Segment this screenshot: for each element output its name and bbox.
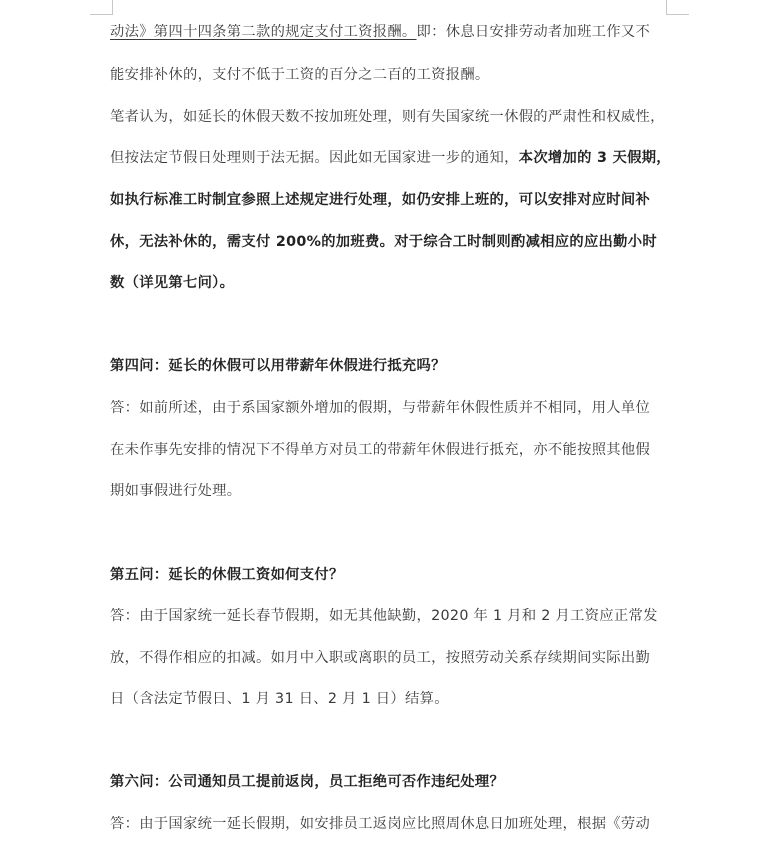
answer-line: 日（含法定节假日、1 月 31 日、2 月 1 日）结算。 <box>110 691 449 707</box>
answer-line: 期如事假进行处理。 <box>110 483 242 499</box>
answer-line: 答：由于国家统一延长春节假期，如无其他缺勤，2020 年 1 月和 2 月工资应正常发 <box>110 608 658 624</box>
answer-line: 放，不得作相应的扣减。如月中入职或离职的员工，按照劳动关系存续期间实际出勤 <box>110 650 651 666</box>
underlined-text: 动法》第四十四条第二款的规定支付工资报酬。 <box>110 24 417 40</box>
bold-paragraph-line: 休，无法补休的，需支付 200%的加班费。对于综合工时制则酌减相应的应出勤小时 <box>110 234 657 250</box>
page-corner-mark-left <box>90 0 113 15</box>
question-heading: 第四问：延长的休假可以用带薪年休假进行抵充吗？ <box>110 358 446 374</box>
bold-text: 本次增加的 3 天假期， <box>518 150 671 166</box>
question-heading: 第五问：延长的休假工资如何支付？ <box>110 567 344 583</box>
question-heading: 第六问：公司通知员工提前返岗，员工拒绝可否作违纪处理？ <box>110 774 505 790</box>
paragraph-line: 笔者认为，如延长的休假天数不按加班处理，则有失国家统一休假的严肃性和权威性， <box>110 109 665 125</box>
bold-paragraph-line: 如执行标准工时制宜参照上述规定进行处理，如仍安排上班的，可以安排对应时间补 <box>110 192 651 208</box>
answer-line: 答：如前所述，由于系国家额外增加的假期，与带薪年休假性质并不相同，用人单位 <box>110 400 651 416</box>
paragraph-line <box>110 22 650 42</box>
answer-line: 在未作事先安排的情况下不得单方对员工的带薪年休假进行抵充，亦不能按照其他假 <box>110 442 651 458</box>
text-span: 即：休息日安排劳动者加班工作又不 <box>416 24 651 40</box>
paragraph-line: 能安排补休的，支付不低于工资的百分之二百的工资报酬。 <box>110 67 490 83</box>
paragraph-line <box>110 148 671 168</box>
text-span: 但按法定节假日处理则于法无据。因此如无国家进一步的通知， <box>110 150 519 166</box>
answer-line: 答：由于国家统一延长假期，如安排员工返岗应比照周休息日加班处理，根据《劳动 <box>110 816 651 832</box>
bold-paragraph-line: 数（详见第七问）。 <box>110 275 235 291</box>
page-corner-mark-right <box>666 0 689 15</box>
